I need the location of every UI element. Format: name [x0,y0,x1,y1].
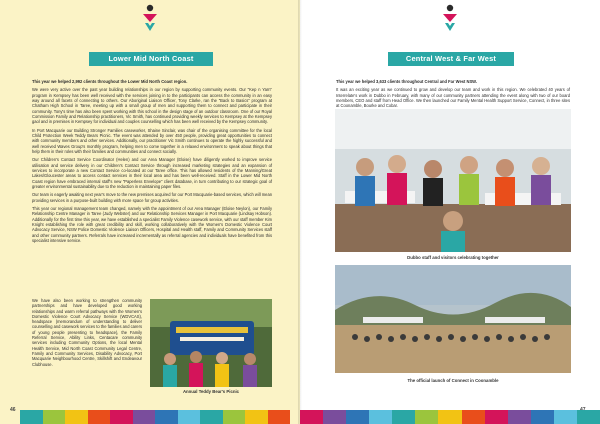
left-paragraph-2: In Port Macquarie our Building Stronger Families caseworker, Shaine Sinclair, was chair of the organising committee for the local Child Protection Week Teddy Bears Picnic. The event was attended by over 450 people, providing great opportunities to connect with community members and other services. Additionally, our practitioner Vic Smith continues to operate the highly successful and well received Waves Group's monthly program, helping men to come together in a relaxed environment to speak about things that help them in their roles with their families and communities and connect socially. [32,127,272,154]
left-paragraph-3: Our Children's Contact Service Coordinator (Helen) and our Area Manager (Eloise) have diligently worked to improve service utilisation and service delivery in our Children's Contact Service through increased marketing strategies and an expansion of services to incorporate a new Contact Service co-located at our Taree office. This has allowed residents of the Manning/Great Lakes/Gloucester areas to access contact services in their local area and has been well-received. Staff in the Lower Mid North Coast region have embraced internal staff's new "Paperless Envelope" client database, in turn contributing to our strategic goal of greater environmental sustainability due to the reduction in maintaining paper files. [32,157,272,189]
teddy-photo-caption: Annual Teddy Bear's Picnic [182,389,240,394]
left-bottom-paragraph: We have also been working to strengthen community partnerships and have developed good working relationships and warm referral pathways with the Women's Domestic Violence Court Advocacy Service (WDVCAS), headspace (memorandum of understanding to deliver counselling and casework services to the families and carers of young people presenting to headspace), the Family Referral Service, Ability Links, Centacare community services including Community Options, the local Mental Health Service, Mid North Coast Community Legal Centre, Family and Community Services, Disability Advocacy, Port Macquarie Neighbourhood Centre, Skillshift and Endeavour Clubhouse. [32,298,142,367]
page-gutter [298,0,302,424]
left-lead: This year we helped 2,992 clients throughout the Lower Mid North Coast region. [32,79,188,84]
section-title-central-west-far-west: Central West & Far West [388,52,514,66]
dubbo-staff-photo [335,109,571,252]
coonamble-photo-caption: The official launch of Connect in Coonamble [407,378,499,383]
left-paragraph-5: This year our regional management team changed, namely with the appointment of our Area Manager (Eloise Neylon), our Family Relationship Centre Manager in Taree (Judy Webster) and our Relationship Services Manager in Port Macquarie (Lindsay Hobson). Additionally for the first time this year, we have established a specialist Family Violence casework service, with our staff member Kim Knight establishing the role with great credibility and skill, working collaboratively with the Women's Domestic Violence Court Advocacy Service, NSW Police Domestic Violence Liaison Officers, Hospital and Health staff, Family and Community Services staff and other community partners. Referrals have increased incrementally as referral agencies and individuals have benefited from this specialist intensive service. [32,206,272,243]
interrelate-logo-icon [141,4,159,32]
right-page [300,0,600,424]
coonamble-launch-photo [335,265,571,373]
dubbo-photo-caption: Dubbo staff and visitors celebrating together [407,255,499,260]
interrelate-logo-icon [441,4,459,32]
left-paragraph-4: Our team is eagerly awaiting next year's move to the new premises acquired for our Port Macquarie-based services, which will mean providing services in a purpose-built building with more space for group activities. [32,192,272,203]
color-stripe-left [20,410,290,424]
color-stripe-right [300,410,600,424]
right-paragraph-1: It was an exciting year as we continued to grow and develop our team and work in this region. We celebrated 40 years of Interrelate's work in Dubbo in February, with many of our community partners attending the event along with two of our board members, CEO and staff from Head Office. We then launched our Family Mental Health Support Service, Connect, in three sites at Coonamble, Bourke and Cobar. [336,87,570,109]
page-number-left: 46 [10,407,16,413]
right-lead: This year we helped 3,633 clients throughout Central and Far West NSW. [336,79,477,84]
right-body-text [336,79,570,112]
left-paragraph-1: We were very active over the past year building relationships in our region by supporting community events. Our "Kep n Yarn" program in Kempsey has been well received with the services joining in to the participants can access the community in an easy way around all facets of connecting to others. Our Aboriginal Liaison Officer, Tony Clarke, ran the "Back to Basics" program at Chatham High School in Taree, meeting up with a small group of men and supporting them to connect and participate in their community. Tony's time has also been spent working with this school in the design stage of an outdoor classroom. One of our Royal Commission Family and Relationship practitioners, Vic Smith, has continued providing weekly services to Kempsey at the Kempsey gaol and in premises in Kempsey for individual and couples counselling which has been well received by the Kempsey community. [32,87,272,125]
left-body-text [32,79,272,246]
left-bottom-text [32,298,142,370]
teddy-bears-picnic-photo [150,299,272,387]
section-title-lower-mid-north-coast: Lower Mid North Coast [89,52,213,66]
